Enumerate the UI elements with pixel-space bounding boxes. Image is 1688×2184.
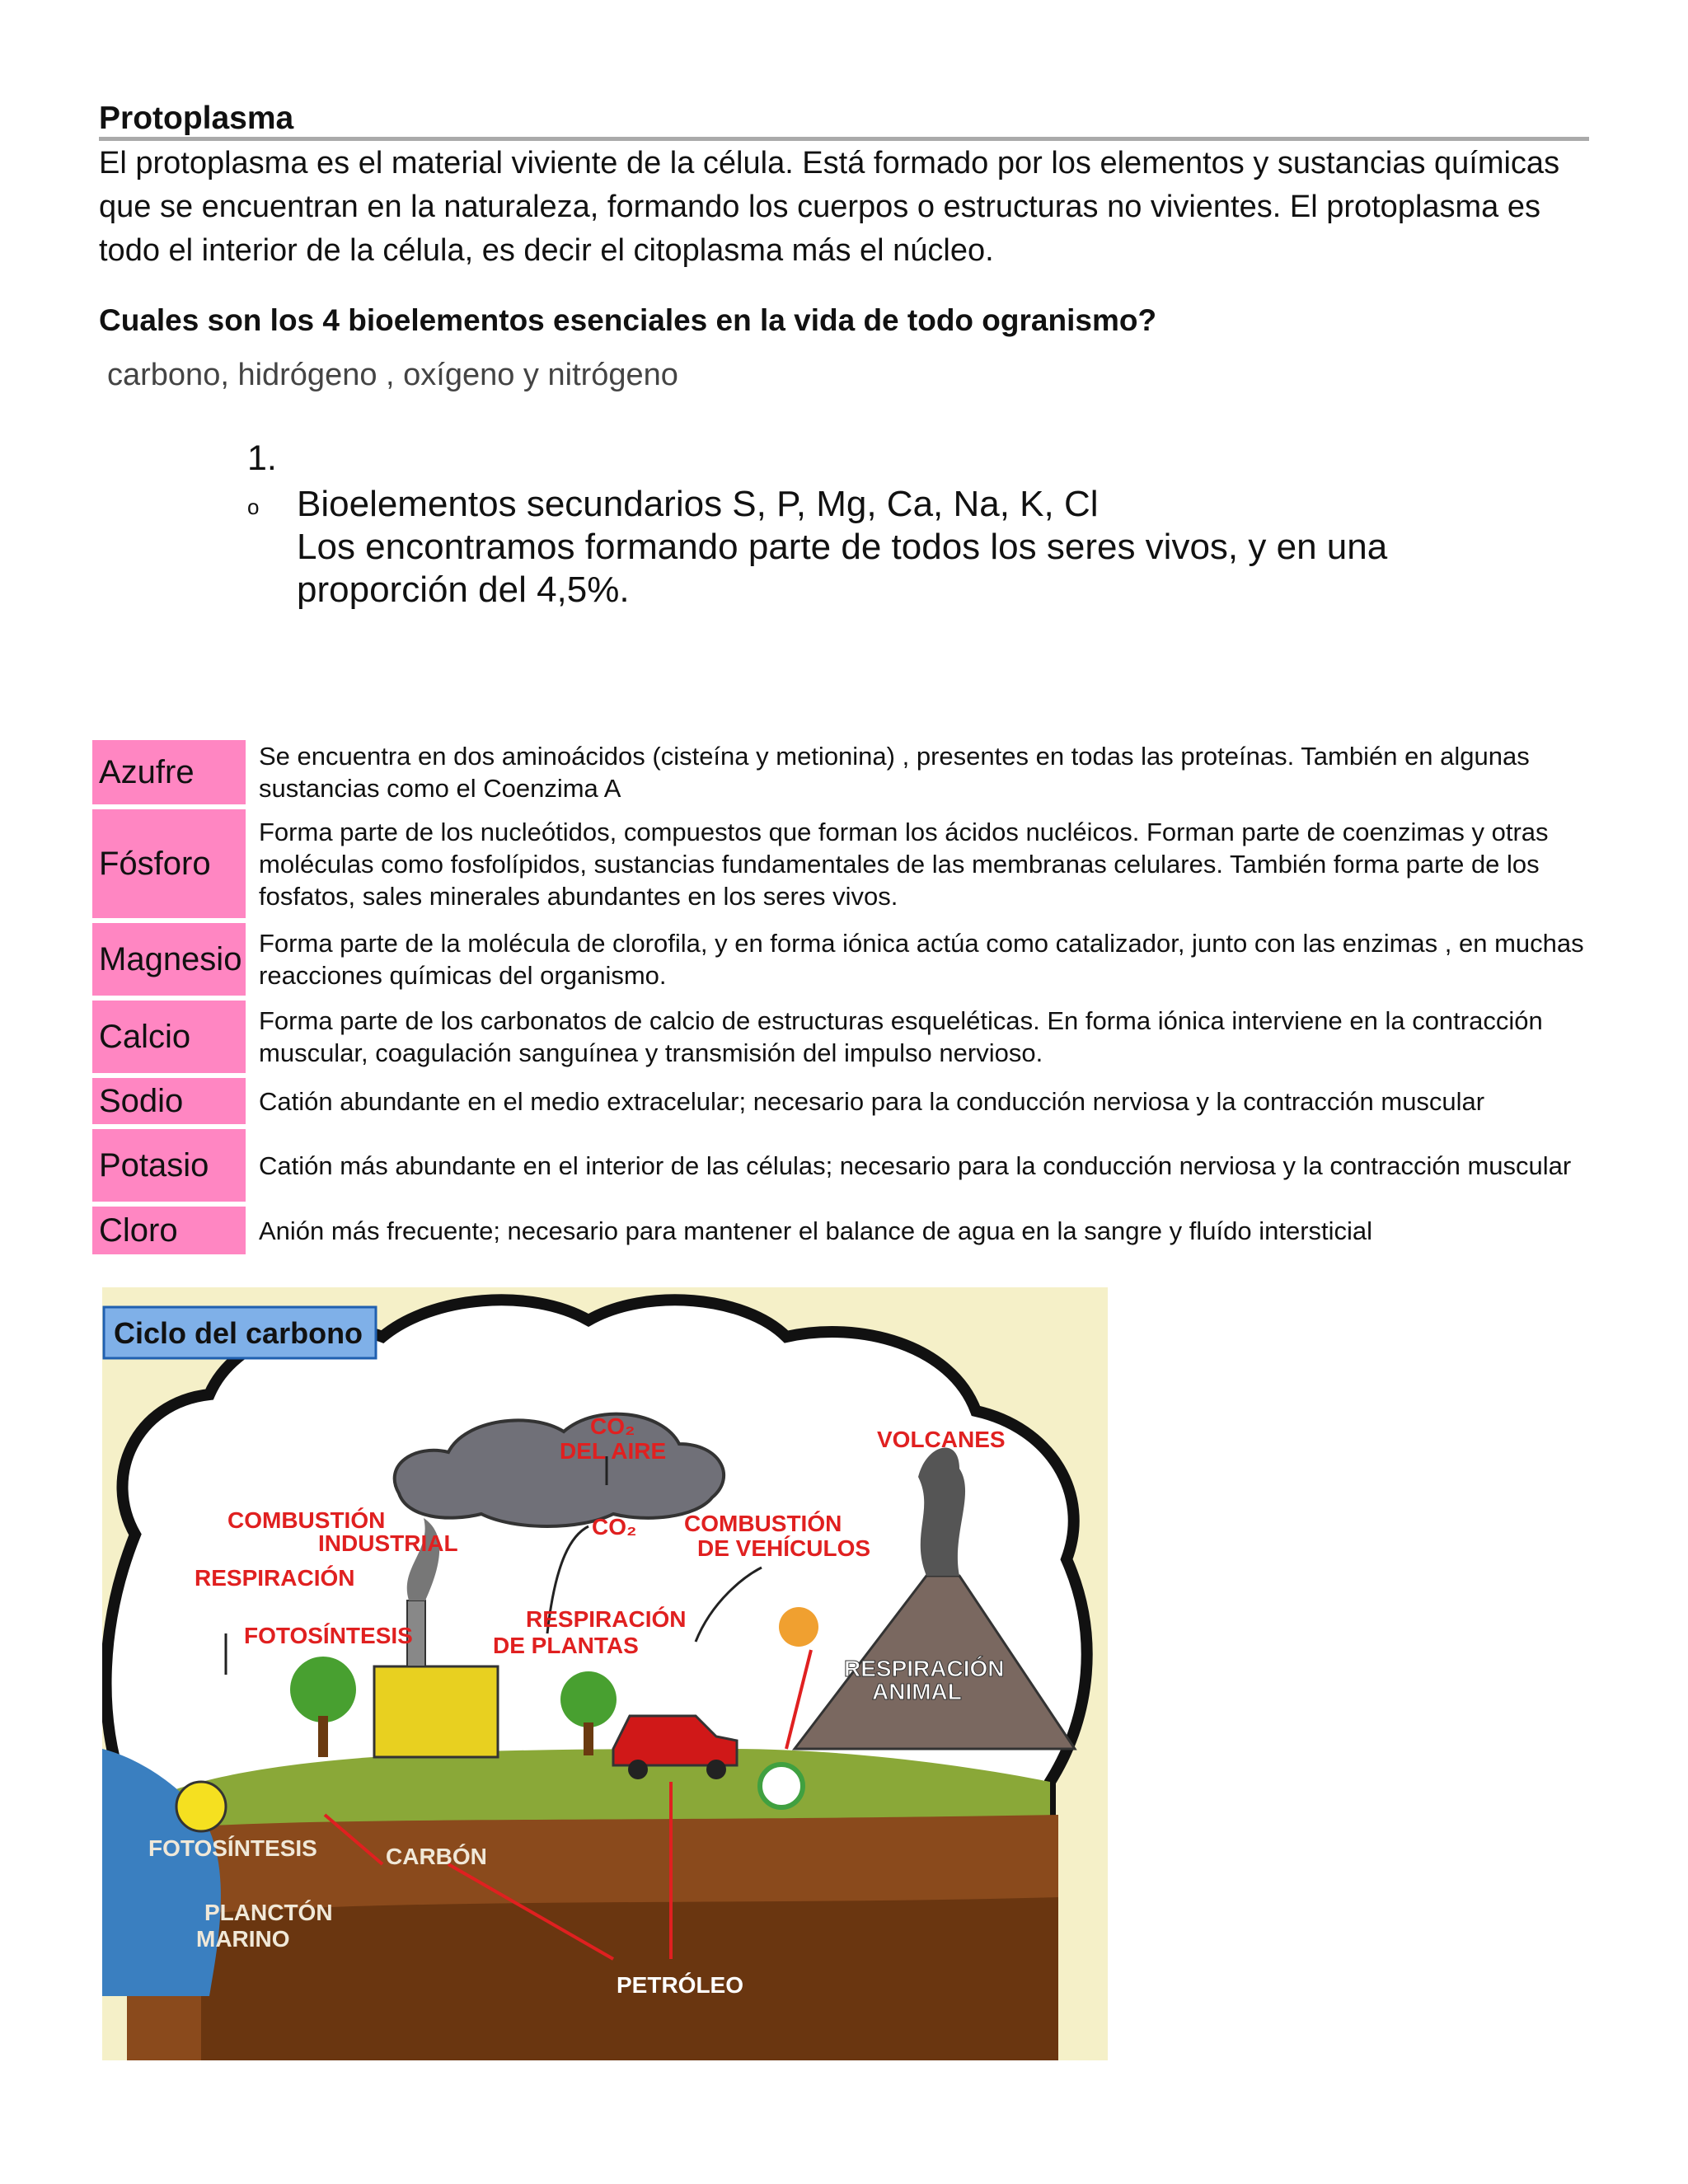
description-cell: Anión más frecuente; necesario para mantener el balance de agua en la sangre y fluído intersticial bbox=[259, 1216, 1373, 1245]
description-cell: Forma parte de la molécula de clorofila, y en forma iónica actúa como catalizador, junto con las enzimas , en muchas reacciones químicas del organismo. bbox=[259, 929, 1584, 990]
plankton-icon bbox=[176, 1782, 226, 1831]
element-cell: Cloro bbox=[92, 1207, 246, 1254]
element-cell: Potasio bbox=[92, 1129, 246, 1202]
bioelements-table bbox=[92, 735, 1592, 1259]
list-bullet: o bbox=[247, 494, 260, 519]
label-respiracion: RESPIRACIÓN bbox=[195, 1565, 355, 1591]
description-cell: Forma parte de los nucleótidos, compuestos que forman los ácidos nucléicos. Forman parte de coenzimas y otras moléculas como fosfolípidos, sustancias fundamentales de las membranas celulares. También forma parte de los fosfatos, sales minerales abundantes en los seres vivos. bbox=[259, 817, 1549, 911]
secondary-text: Los encontramos formando parte de todos los seres vivos, y en una proporción del 4,5%. bbox=[297, 527, 1388, 610]
description-cell: Se encuentra en dos aminoácidos (cisteína y metionina) , presentes en todas las proteínas. También en algunas sustancias como el Coenzima A bbox=[259, 742, 1530, 803]
heading-underline bbox=[99, 137, 1589, 141]
element-cell: Fósforo bbox=[92, 809, 246, 918]
label-carbon: CARBÓN bbox=[386, 1844, 487, 1869]
label-plancton: PLANCTÓN bbox=[204, 1900, 333, 1925]
label-co2-aire: CO₂ bbox=[590, 1413, 635, 1439]
question-heading: Cuales son los 4 bioelementos esenciales en la vida de todo ogranismo? bbox=[99, 303, 1157, 337]
factory bbox=[374, 1666, 498, 1757]
label-co2: CO₂ bbox=[592, 1514, 637, 1540]
answer-text: carbono, hidrógeno , oxígeno y nitrógeno bbox=[107, 358, 678, 392]
table-row bbox=[92, 809, 1592, 918]
tree-trunk bbox=[584, 1722, 593, 1755]
label-combustion-vehiculos-2: DE VEHÍCULOS bbox=[697, 1535, 871, 1561]
element-cell: Sodio bbox=[92, 1078, 246, 1124]
description-cell: Catión abundante en el medio extracelular; necesario para la conducción nerviosa y la contracción muscular bbox=[259, 1086, 1485, 1116]
table-row bbox=[92, 1078, 1592, 1124]
label-combustion-vehiculos: COMBUSTIÓN bbox=[684, 1511, 842, 1536]
intro-paragraph: El protoplasma es el material viviente de la célula. Está formado por los elementos y sustancias químicas que se encuentran en la naturaleza, formando los cuerpos o estructuras no vivientes. El protoplasma es todo el interior de la célula, es decir el citoplasma más el núcleo. bbox=[99, 146, 1560, 268]
table-row bbox=[92, 1129, 1592, 1202]
description-cell: Catión más abundante en el interior de las células; necesario para la conducción nerviosa y la contracción muscular bbox=[259, 1151, 1572, 1180]
description-cell: Forma parte de los carbonatos de calcio de estructuras esqueléticas. En forma iónica interviene en la contracción muscular, coagulación sanguínea y transmisión del impulso nervioso. bbox=[259, 1006, 1543, 1067]
label-volcanes: VOLCANES bbox=[877, 1427, 1006, 1452]
element-cell: Calcio bbox=[92, 1001, 246, 1073]
table-row bbox=[92, 1207, 1592, 1254]
label-petroleo: PETRÓLEO bbox=[617, 1972, 744, 1998]
table-row bbox=[92, 1001, 1592, 1073]
car-wheel bbox=[628, 1760, 648, 1779]
secondary-bioelements bbox=[297, 483, 1492, 612]
element-cell: Azufre bbox=[92, 740, 246, 804]
tree-icon bbox=[290, 1657, 356, 1722]
organism-icon bbox=[779, 1607, 818, 1647]
label-respiracion-plantas: RESPIRACIÓN bbox=[526, 1606, 687, 1632]
list-number: 1. bbox=[247, 438, 277, 478]
label-co2-aire-2: DEL AIRE bbox=[560, 1438, 667, 1464]
diagram-title: Ciclo del carbono bbox=[114, 1316, 363, 1350]
element-cell: Magnesio bbox=[92, 923, 246, 996]
table-row bbox=[92, 923, 1592, 996]
label-combustion-industrial-2: INDUSTRIAL bbox=[318, 1530, 458, 1556]
table-row bbox=[92, 740, 1592, 804]
label-respiracion-plantas-2: DE PLANTAS bbox=[493, 1633, 639, 1658]
label-combustion-industrial: COMBUSTIÓN bbox=[227, 1507, 386, 1533]
label-plancton-2: MARINO bbox=[196, 1926, 290, 1952]
label-fotosintesis-mar: FOTOSÍNTESIS bbox=[148, 1835, 317, 1861]
tree-trunk bbox=[318, 1716, 328, 1757]
secondary-title: Bioelementos secundarios S, P, Mg, Ca, Na, K, Cl bbox=[297, 484, 1099, 524]
car-wheel bbox=[706, 1760, 726, 1779]
label-fotosintesis-tierra: FOTOSÍNTESIS bbox=[244, 1623, 413, 1648]
decomposer-icon bbox=[760, 1765, 803, 1807]
page-heading: Protoplasma bbox=[99, 101, 294, 136]
label-respiracion-animal: RESPIRACIÓN bbox=[844, 1656, 1005, 1681]
carbon-cycle-diagram bbox=[102, 1287, 1108, 2060]
tree-icon bbox=[560, 1671, 617, 1727]
label-respiracion-animal-2: ANIMAL bbox=[872, 1679, 962, 1704]
